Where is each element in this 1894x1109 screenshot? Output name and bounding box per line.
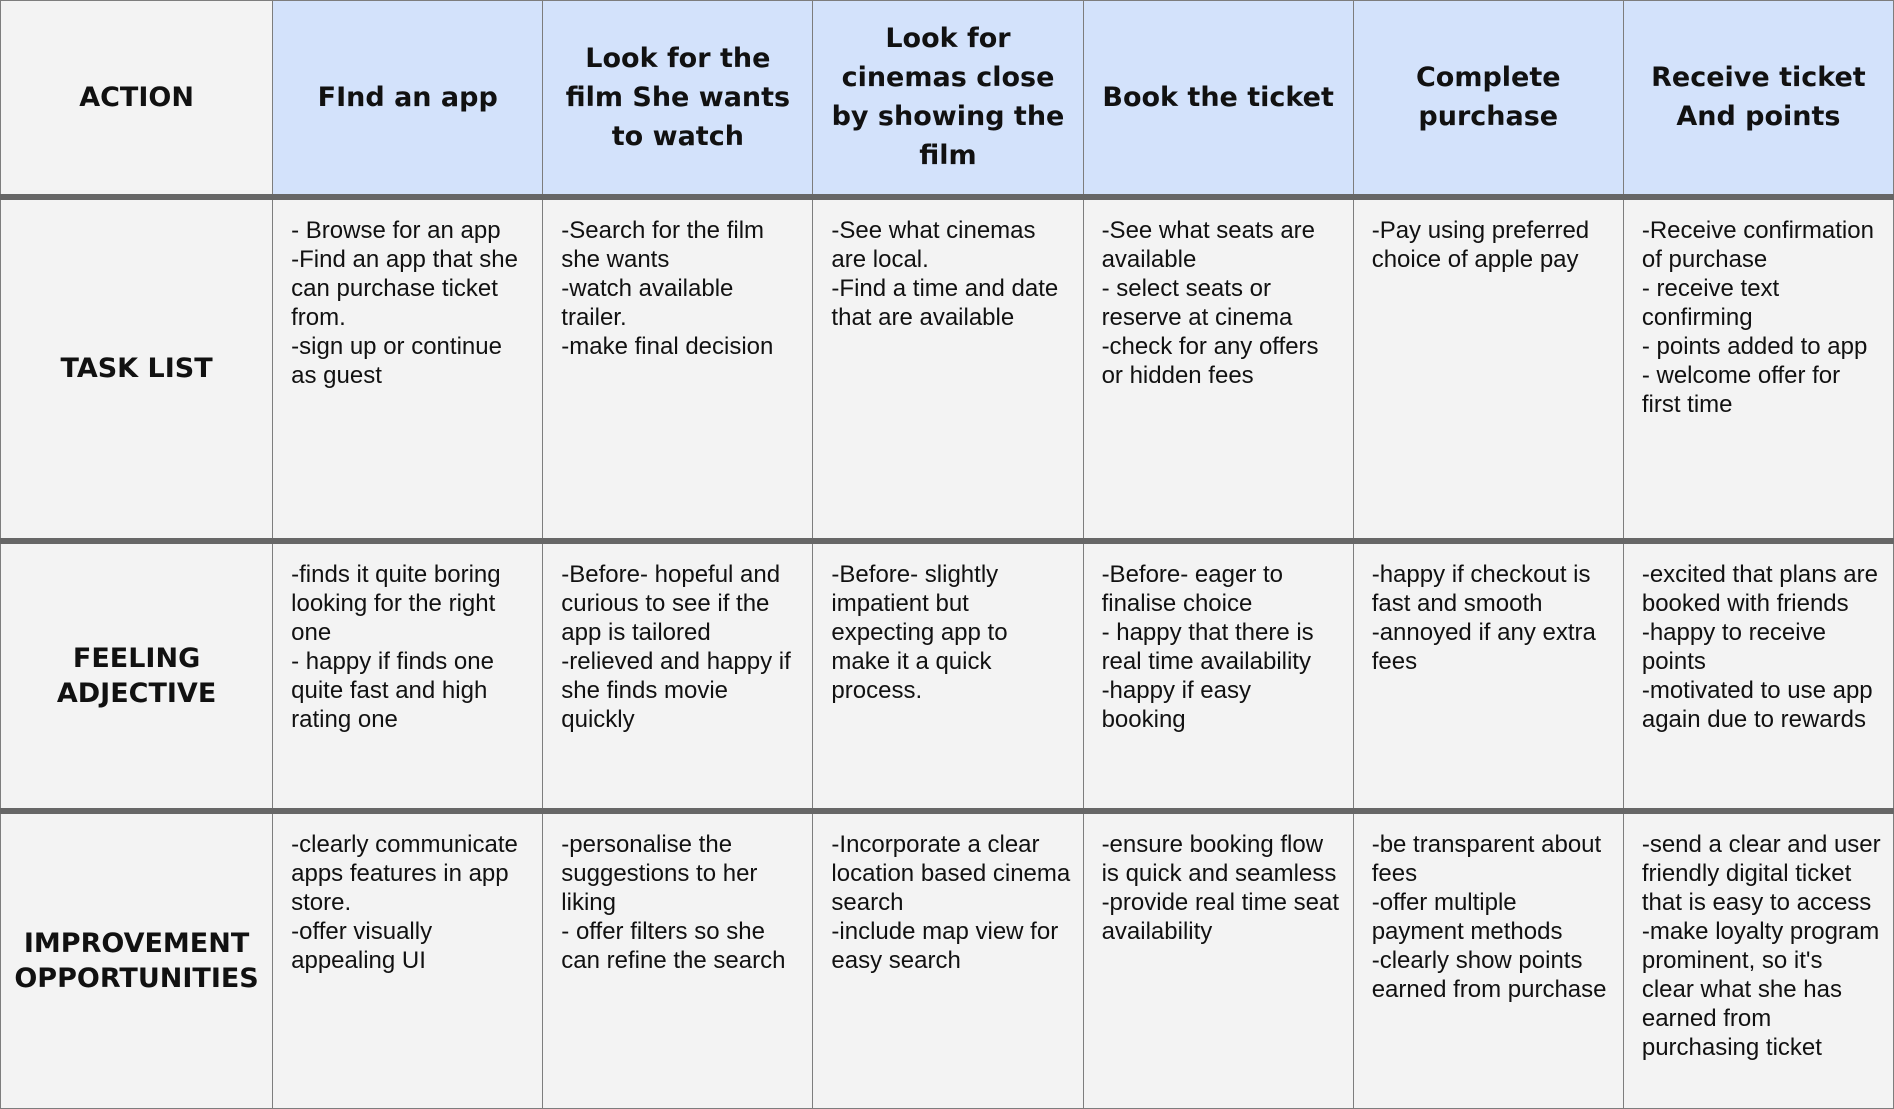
task-cell: [273, 197, 543, 541]
cell-line: -make loyalty program prominent, so it's clear what she has earned from purchasing ticket: [1641, 917, 1880, 1061]
cell-line: -personalise the suggestions to her liking: [561, 830, 758, 916]
cell-line: -be transparent about fees: [1371, 830, 1602, 887]
cell-line: -excited that plans are booked with friends: [1641, 560, 1878, 617]
cell-line: -Search for the film she wants: [561, 216, 765, 273]
feeling-cell: [1623, 541, 1893, 811]
cell-line: -Receive confirmation of purchase: [1641, 216, 1874, 273]
task-cell: [543, 197, 813, 541]
cell-line: -provide real time seat availability: [1101, 888, 1339, 945]
task-cell: [1353, 197, 1623, 541]
feeling-cell: [543, 541, 813, 811]
cell-line: -relieved and happy if she finds movie quickly: [561, 647, 791, 733]
feeling-cell: [813, 541, 1083, 811]
action-header: ACTION: [1, 1, 273, 197]
cell-line: -make final decision: [561, 332, 774, 360]
cell-line: -See what cinemas are local.: [831, 216, 1036, 273]
cell-line: -check for any offers or hidden fees: [1101, 332, 1319, 389]
improvement-cell: [1623, 811, 1893, 1109]
cell-line: -Find a time and date that are available: [831, 274, 1059, 331]
cell-line: - happy that there is real time availability: [1101, 618, 1314, 675]
cell-line: -include map view for easy search: [831, 917, 1059, 974]
improvement-cell: [813, 811, 1083, 1109]
cell-line: -clearly show points earned from purchase: [1371, 946, 1607, 1003]
cell-line: -Before- eager to finalise choice: [1101, 560, 1283, 617]
cell-line: -finds it quite boring looking for the right one: [291, 560, 501, 646]
feeling-row: [1, 541, 1894, 811]
cell-line: -Before- slightly impatient but expecting app to make it a quick process.: [831, 560, 1008, 704]
cell-line: - happy if finds one quite fast and high rating one: [291, 647, 494, 733]
cell-line: - select seats or reserve at cinema: [1101, 274, 1293, 331]
cell-line: -Incorporate a clear location based cinema search: [831, 830, 1071, 916]
cell-line: - welcome offer for first time: [1641, 361, 1841, 418]
cell-line: -Pay using preferred choice of apple pay: [1371, 216, 1590, 273]
stage-book-ticket: Book the ticket: [1083, 1, 1353, 197]
improvement-cell: [1083, 811, 1353, 1109]
cell-line: - offer filters so she can refine the search: [561, 917, 786, 974]
improvement-cell: [273, 811, 543, 1109]
cell-line: -See what seats are available: [1101, 216, 1316, 273]
task-cell: [1623, 197, 1893, 541]
cell-line: -happy to receive points: [1641, 618, 1826, 675]
cell-line: - Browse for an app: [291, 216, 501, 244]
cell-line: - receive text confirming: [1641, 274, 1780, 331]
stage-look-for-film: Look for the film She wants to watch: [543, 1, 813, 197]
improvement-cell: [543, 811, 813, 1109]
feeling-cell: [1353, 541, 1623, 811]
feeling-cell: [1083, 541, 1353, 811]
feeling-adjective-label: FEELING ADJECTIVE: [1, 541, 273, 811]
cell-line: - points added to app: [1641, 332, 1868, 360]
cell-line: -motivated to use app again due to rewards: [1641, 676, 1873, 733]
cell-line: -watch available trailer.: [561, 274, 734, 331]
cell-line: -happy if checkout is fast and smooth: [1371, 560, 1591, 617]
cell-line: -Before- hopeful and curious to see if the app is tailored: [561, 560, 781, 646]
stage-receive-ticket: Receive ticket And points: [1623, 1, 1893, 197]
cell-line: -ensure booking flow is quick and seamless: [1101, 830, 1337, 887]
cell-line: -offer multiple payment methods: [1371, 888, 1563, 945]
task-cell: [1083, 197, 1353, 541]
improvement-opportunities-label: IMPROVEMENT OPPORTUNITIES: [1, 811, 273, 1109]
cell-line: -offer visually appealing UI: [291, 917, 433, 974]
cell-line: -happy if easy booking: [1101, 676, 1251, 733]
cell-line: -sign up or continue as guest: [291, 332, 502, 389]
stage-find-app: FInd an app: [273, 1, 543, 197]
cell-line: -clearly communicate apps features in app store.: [291, 830, 518, 916]
cell-line: -send a clear and user friendly digital ticket that is easy to access: [1641, 830, 1881, 916]
feeling-cell: [273, 541, 543, 811]
cell-line: -annoyed if any extra fees: [1371, 618, 1596, 675]
task-list-row: [1, 197, 1894, 541]
task-cell: [813, 197, 1083, 541]
improvement-row: [1, 811, 1894, 1109]
stage-look-for-cinemas: Look for cinemas close by showing the film: [813, 1, 1083, 197]
improvement-cell: [1353, 811, 1623, 1109]
stage-complete-purchase: Complete purchase: [1353, 1, 1623, 197]
cell-line: -Find an app that she can purchase ticket from.: [291, 245, 518, 331]
task-list-label: TASK LIST: [1, 197, 273, 541]
header-row: [1, 1, 1894, 197]
